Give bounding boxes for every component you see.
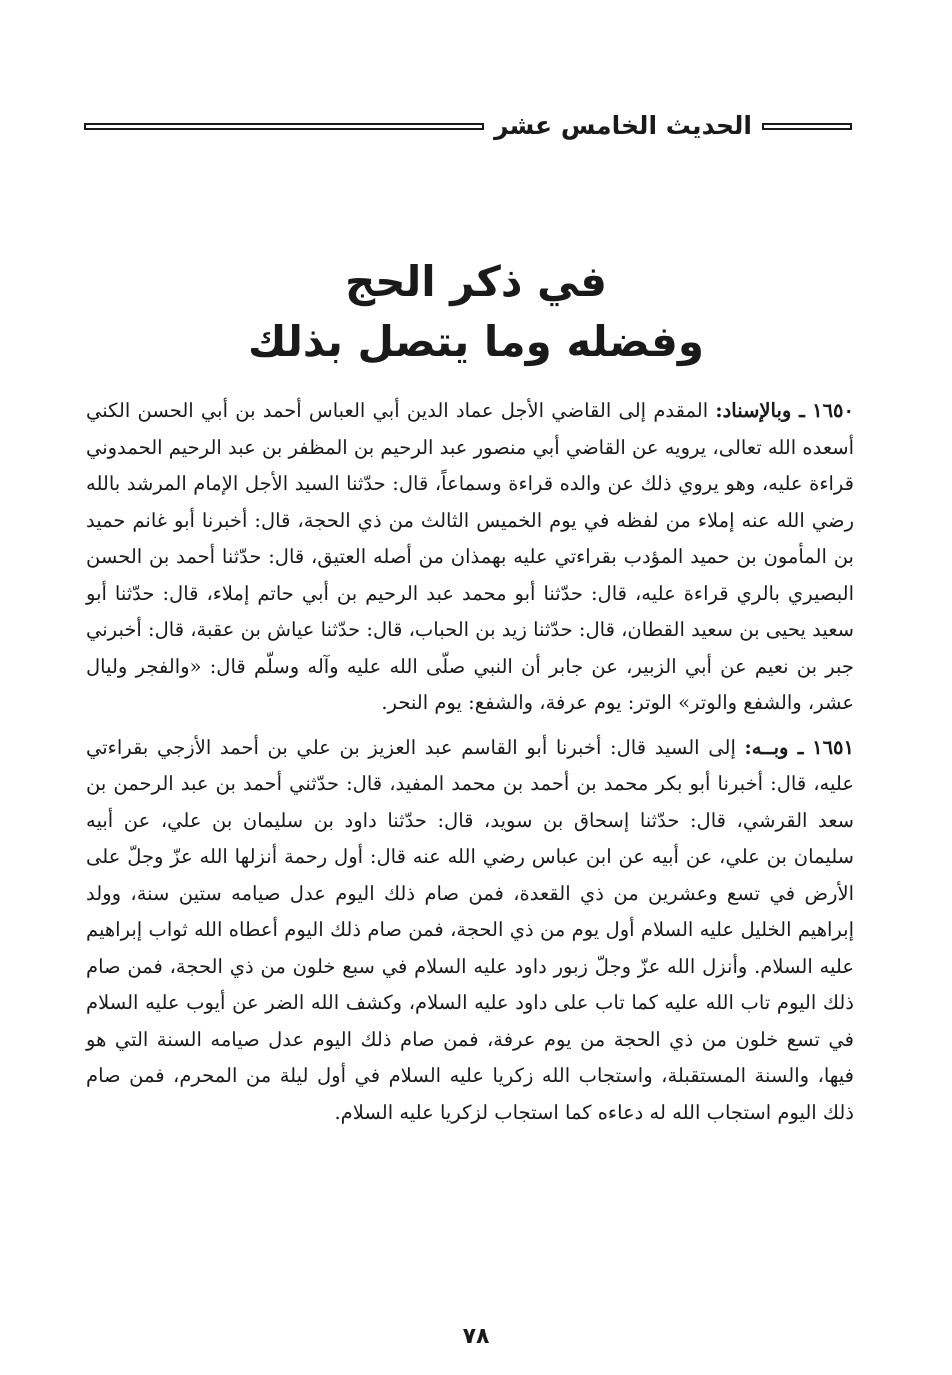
header-rule-right	[762, 123, 852, 130]
hadith-lead: ـ وبــه:	[744, 735, 804, 759]
hadith-number: ١٦٥٠	[812, 399, 854, 422]
body-text	[86, 393, 854, 1139]
hadith-text: إلى السيد قال: أخبرنا أبو القاسم عبد العزيز بن علي بن أحمد الأزجي بقراءتي عليه، قال: أخبرنا أبو بكر محمد بن أحمد بن محمد المفيد، قال: حدّثني أحمد بن عبد الرحمن بن سعد القرشي، قال: حدّثنا إسحاق بن سويد، قال: حدّثنا داود بن سليمان بن علي، عن أبيه سليمان بن علي، عن أبيه عن ابن عباس رضي الله عنه قال: أول رحمة أنزلها الله عزّ وجلّ على الأرض في تسع وعشرين من ذي القعدة، فمن صام ذلك اليوم عدل صيامه ستين سنة، وولد إبراهيم الخليل عليه السلام أول يوم من ذي الحجة، فمن صام ذلك اليوم أعطاه الله ثواب إبراهيم عليه السلام. وأنزل الله عزّ وجلّ زبور داود عليه السلام في سبع خلون من ذي الحجة، فمن صام ذلك اليوم تاب الله عليه كما تاب على داود عليه السلام، وكشف الله الضر عن أيوب عليه السلام في تسع خلون من ذي الحجة من يوم عرفة، فمن صام ذلك اليوم عدل صيامه السنة التي هو فيها، والسنة المستقبلة، واستجاب الله زكريا عليه السلام في أول ليلة من المحرم، فمن صام ذلك اليوم استجاب الله له دعاءه كما استجاب لزكريا عليه السلام.	[86, 735, 854, 1124]
running-header-title: الحديث الخامس عشر	[494, 111, 752, 140]
page-number: ٧٨	[462, 1324, 490, 1349]
hadith-paragraph	[86, 393, 854, 722]
chapter-title-line-1: في ذكر الحج	[344, 257, 608, 306]
hadith-paragraph	[86, 730, 854, 1132]
hadith-text: المقدم إلى القاضي الأجل عماد الدين أبي العباس أحمد بن أبي الحسن الكني أسعده الله تعالى، يرويه عن القاضي أبي منصور عبد الرحيم بن المظفر بن عبد الرحيم الحمدوني قراءة عليه، وهو يروي ذلك عن والده قراءة وسماعاً، قال: حدّثنا السيد الأجل الإمام المرشد بالله رضي الله عنه إملاء من لفظه في يوم الخميس الثالث من ذي الحجة، قال: أخبرنا أبو غانم حميد بن المأمون بن حميد المؤدب بقراءتي عليه بهمذان من أصله العتيق، قال: حدّثنا أحمد بن الحسن البصيري بالري قراءة عليه، قال: حدّثنا أبو محمد عبد الرحيم بن أبي حاتم إملاء، قال: حدّثنا أبو سعيد يحيى بن سعيد القطان، قال: حدّثنا زيد بن الحباب، قال: حدّثنا عياش بن عقبة، قال: أخبرني جبر بن نعيم عن أبي الزبير، عن جابر أن النبي صلّى الله عليه وآله وسلّم قال: «والفجر وليال عشر، والشفع والوتر» الوتر: يوم عرفة، والشفع: يوم النحر.	[86, 399, 854, 714]
header-rule-left	[84, 123, 484, 130]
hadith-lead: ـ وبالإسناد:	[715, 399, 805, 422]
chapter-heading	[150, 252, 802, 372]
running-header	[84, 108, 852, 144]
chapter-title-line-2: وفضله وما يتصل بذلك	[247, 317, 705, 366]
hadith-number: ١٦٥١	[812, 735, 855, 759]
